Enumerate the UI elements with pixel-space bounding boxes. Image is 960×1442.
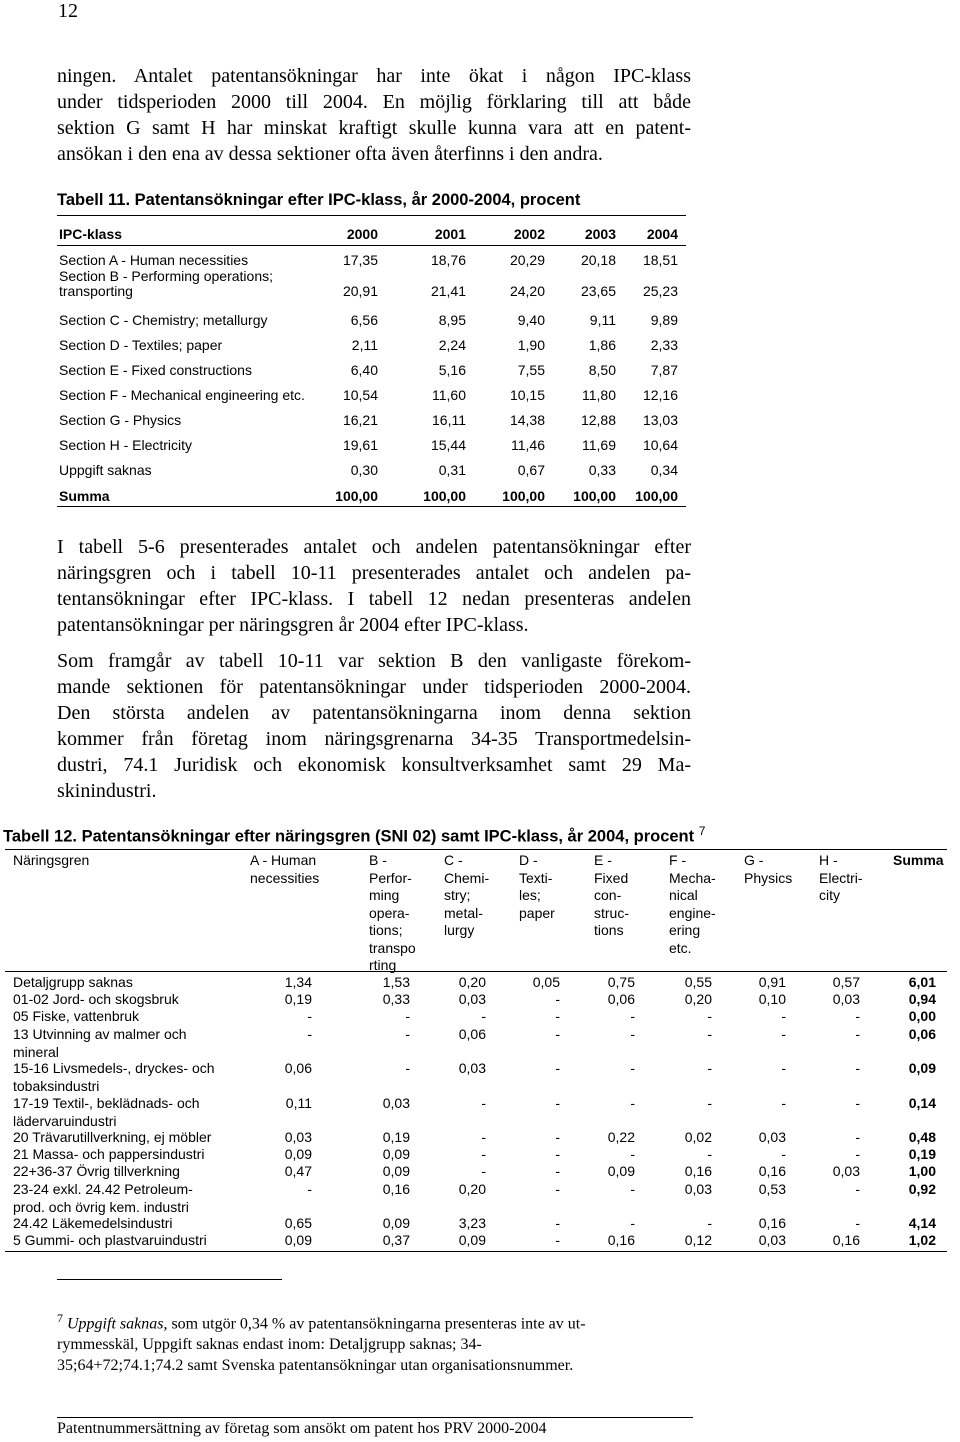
table12-row-sum: 0,09 — [908, 1060, 936, 1076]
table12-cell: 0,11 — [285, 1095, 312, 1111]
table11-caption-label: Tabell 11. — [57, 191, 131, 209]
table12-cell: 0,03 — [382, 1095, 410, 1111]
table11-header-year: 2004 — [646, 226, 678, 242]
table12-header-column: nical — [669, 887, 698, 903]
table12-cell: 0,33 — [382, 991, 410, 1007]
table11-row-label: Section A - Human necessities — [59, 252, 249, 268]
table12-cell: 0,37 — [382, 1232, 410, 1248]
table11-cell: 13,03 — [642, 412, 678, 428]
table11-header-label: IPC-klass — [59, 226, 123, 242]
table11-cell: 12,16 — [642, 387, 678, 403]
table11-cell: 23,65 — [580, 283, 616, 299]
table12-cell: - — [707, 1215, 712, 1231]
table11-row-label: Uppgift saknas — [59, 462, 152, 478]
table12-cell: 0,09 — [382, 1163, 410, 1179]
table12-cell: 0,03 — [458, 1060, 486, 1076]
table11-cell: 10,54 — [342, 387, 378, 403]
table11-cell: 11,69 — [582, 437, 616, 453]
table12-row-sum: 0,92 — [908, 1181, 936, 1197]
table11-cell: 7,87 — [650, 362, 678, 378]
table11-cell: 8,50 — [588, 362, 616, 378]
table12-row-sum: 0,48 — [908, 1129, 936, 1145]
table12-cell: - — [307, 1181, 312, 1197]
table12-row-label: 23-24 exkl. 24.42 Petroleum- — [13, 1181, 193, 1197]
paragraph-line: ansökan i den ena av dessa sektioner ofta även återfinns i den andra. — [57, 143, 603, 165]
table11-cell: 14,38 — [509, 412, 545, 428]
table11-row-label: Section H - Electricity — [59, 437, 193, 453]
table11-cell: 11,46 — [511, 437, 545, 453]
table11-cell: 8,95 — [438, 312, 466, 328]
table11-cell: 10,15 — [509, 387, 545, 403]
table12-header-column: tions — [594, 922, 624, 938]
table12-cell: - — [630, 1181, 635, 1197]
table12-cell: 3,23 — [458, 1215, 486, 1231]
paragraph-line: ningen. Antalet patentansökningar har inte ökat i någon IPC-klass — [57, 65, 691, 87]
table12-header-column: city — [819, 887, 840, 903]
table11-cell: 100,00 — [573, 488, 616, 504]
table11-cell: 7,55 — [517, 362, 545, 378]
table12-cell: 0,10 — [758, 991, 786, 1007]
page-footer: Patentnummersättning av företag som ansökt om patent hos PRV 2000-2004 — [57, 1420, 547, 1437]
table12-row-sum: 4,14 — [908, 1215, 936, 1231]
table12-row-label: 5 Gummi- och plastvaruindustri — [13, 1232, 207, 1248]
table11-cell: 100,00 — [423, 488, 466, 504]
table12-header-column: Texti- — [519, 869, 553, 886]
page-number: 12 — [58, 0, 78, 22]
table12-cell: 0,47 — [284, 1163, 312, 1179]
table12-cell: - — [555, 1232, 560, 1248]
table12-cell: 0,03 — [684, 1181, 712, 1197]
footnote-text: , som utgör 0,34 % av patentansökningarna presenteras inte av ut- — [163, 1315, 586, 1333]
table12-cell: - — [781, 1026, 786, 1042]
table12-header-column: ering — [669, 922, 701, 938]
table12-header-column: rting — [369, 957, 397, 973]
table12-row-label: prod. och övrig kem. industri — [13, 1198, 189, 1215]
table12-header-column: metal- — [444, 904, 483, 921]
table11-cell: 17,35 — [342, 252, 378, 268]
table12-cell: - — [555, 1008, 560, 1024]
table12-cell: 0,22 — [607, 1129, 635, 1145]
table11-row-label: Section B - Performing operations; — [59, 268, 273, 284]
table11-cell: 6,40 — [350, 362, 378, 378]
table12-cell: 0,55 — [684, 974, 712, 990]
paragraph-line: mande sektionen för patentansökningar under tidsperioden 2000-2004. — [57, 676, 691, 698]
table11-cell: 20,29 — [509, 252, 545, 268]
table12-cell: - — [855, 1026, 860, 1042]
table12-cell: - — [781, 1095, 786, 1111]
table11-cell: 18,76 — [430, 252, 466, 268]
table11-row-label: Section F - Mechanical engineering etc. — [59, 387, 305, 403]
footnote-mark: 7 — [57, 1311, 63, 1325]
table11-cell: 11,60 — [432, 387, 466, 403]
table12-cell: - — [855, 1129, 860, 1145]
table12-header-column: Fixed — [594, 869, 629, 886]
table12-header-column: ming — [369, 887, 400, 903]
table11-cell: 2,33 — [650, 337, 678, 353]
table12-cell: - — [555, 1129, 560, 1145]
table12-row-label: 17-19 Textil-, beklädnads- och — [13, 1095, 200, 1111]
table12-cell: - — [630, 1146, 635, 1162]
table11-cell: 5,16 — [438, 362, 466, 378]
paragraph-section-b — [57, 648, 691, 804]
table12-header-column: opera- — [369, 904, 410, 921]
table12-cell: - — [405, 1060, 410, 1076]
table12-cell: 0,75 — [607, 974, 635, 990]
table11-cell: 100,00 — [502, 488, 545, 504]
table12-cell: - — [555, 1060, 560, 1076]
table11-cell: 9,40 — [517, 312, 545, 328]
table12-cell: - — [855, 1181, 860, 1197]
table12-cell: 0,57 — [832, 974, 860, 990]
table12-header-column: C - — [444, 852, 463, 868]
table12-header-column: G - — [744, 852, 764, 868]
table12-cell: 0,03 — [832, 1163, 860, 1179]
table12-cell: 0,16 — [758, 1163, 786, 1179]
table11-row-label: Section D - Textiles; paper — [59, 337, 223, 353]
table12-cell: - — [707, 1008, 712, 1024]
table12-row-label: 24.42 Läkemedelsindustri — [13, 1215, 173, 1231]
table12-row-label: mineral — [13, 1043, 59, 1060]
table12-header-column: Perfor- — [369, 869, 412, 886]
table12-cell: 0,06 — [284, 1060, 312, 1076]
table12-cell: 0,91 — [758, 974, 786, 990]
table12-cell: 0,05 — [532, 974, 560, 990]
table12-cell: - — [781, 1060, 786, 1076]
table12-row-label: 22+36-37 Övrig tillverkning — [13, 1163, 180, 1179]
table12-header-column: struc- — [594, 904, 629, 921]
table12-header-naringsgren: Näringsgren — [13, 852, 90, 868]
table12-row-label: 05 Fiske, vattenbruk — [13, 1008, 140, 1024]
paragraph-line: under tidsperioden 2000 till 2004. En möjlig förklaring till att både — [57, 91, 691, 113]
table12-bottom-rule — [5, 1251, 947, 1252]
table12-cell: 0,09 — [458, 1232, 486, 1248]
table11-cell: 1,86 — [588, 337, 616, 353]
table12-cell: 0,20 — [458, 974, 486, 990]
table12-cell: 0,02 — [684, 1129, 712, 1145]
footnote-line: rymmesskäl, Uppgift saknas endast inom: Detaljgrupp saknas; 34- — [57, 1336, 482, 1354]
paragraph-line: sektion G samt H har minskat kraftigt skulle kunna vara att en patent- — [57, 117, 691, 139]
table11-cell: 20,18 — [580, 252, 616, 268]
table12-cell: 0,06 — [458, 1026, 486, 1042]
table11-cell: 12,88 — [580, 412, 616, 428]
footer-divider — [57, 1417, 693, 1418]
table12-row-label: 21 Massa- och pappersindustri — [13, 1146, 205, 1162]
paragraph-line: patentansökningar per näringsgren år 2004 efter IPC-klass. — [57, 614, 529, 636]
paragraph-line: tentansökningar efter IPC-klass. I tabell 12 nedan presenteras andelen — [57, 588, 691, 610]
table12-cell: 0,12 — [684, 1232, 712, 1248]
table12-header-column: lurgy — [444, 922, 475, 938]
table12-cell: - — [481, 1095, 486, 1111]
footnote-reference: 7 — [698, 824, 706, 838]
table12-row-sum: 1,00 — [908, 1163, 936, 1179]
table12-cell: 1,53 — [382, 974, 410, 990]
table12-cell: - — [855, 1215, 860, 1231]
footnote-italic: Uppgift saknas — [67, 1315, 164, 1333]
table12-header-column: Chemi- — [444, 869, 490, 886]
table11-cell: 10,64 — [642, 437, 678, 453]
table12-header-column: stry; — [444, 887, 471, 903]
table11-bottom-rule — [57, 506, 686, 507]
table12-cell: 0,09 — [284, 1232, 312, 1248]
table11-cell: 6,56 — [350, 312, 378, 328]
table12-row-label: Detaljgrupp saknas — [13, 974, 133, 990]
table11-cell: 0,31 — [438, 462, 466, 478]
table12-header-column: paper — [519, 904, 555, 921]
table12-cell: 0,19 — [284, 991, 312, 1007]
table12-caption-label: Tabell 12. — [3, 827, 77, 846]
table12-header-sum: Summa — [893, 852, 944, 868]
table12-cell: - — [630, 1060, 635, 1076]
table12-cell: - — [555, 1181, 560, 1197]
table11-row-label: Section C - Chemistry; metallurgy — [59, 312, 268, 328]
table12-cell: - — [855, 1146, 860, 1162]
table11-cell: 100,00 — [335, 488, 378, 504]
table12-cell: 0,53 — [758, 1181, 786, 1197]
table12-cell: - — [307, 1026, 312, 1042]
table12-cell: 0,16 — [684, 1163, 712, 1179]
table12-header-column: Physics — [744, 869, 793, 886]
table11-cell: 16,11 — [432, 412, 466, 428]
table12-cell: - — [630, 1026, 635, 1042]
table12-cell: - — [555, 1026, 560, 1042]
table11-cell: 0,34 — [650, 462, 678, 478]
table12-cell: - — [555, 1163, 560, 1179]
table12-cell: 0,16 — [382, 1181, 410, 1197]
table12-cell: - — [481, 1146, 486, 1162]
table12-row-label: 01-02 Jord- och skogsbruk — [13, 991, 179, 1007]
table12-cell: 0,09 — [382, 1215, 410, 1231]
paragraph-line: skinindustri. — [57, 780, 157, 802]
table12-header-column: Electri- — [819, 869, 863, 886]
table12-row-label: tobaksindustri — [13, 1077, 100, 1094]
paragraph-line: dustri, 74.1 Juridisk och ekonomisk konsultverksamhet samt 29 Ma- — [57, 754, 691, 776]
table12-header-column: transpo — [369, 939, 416, 956]
table12-row-label: 13 Utvinning av malmer och — [13, 1026, 187, 1042]
table12-row-sum: 6,01 — [908, 974, 936, 990]
table12-cell: - — [855, 1008, 860, 1024]
table12-cell: - — [307, 1008, 312, 1024]
table12-cell: 0,16 — [832, 1232, 860, 1248]
table12-cell: - — [630, 1008, 635, 1024]
table12-row-sum: 0,06 — [908, 1026, 936, 1042]
table12-cell: 0,09 — [607, 1163, 635, 1179]
table12-cell: - — [555, 1146, 560, 1162]
table12-cell: 0,65 — [284, 1215, 312, 1231]
paragraph-line: näringsgren och i tabell 10-11 presenterades antalet och andelen pa- — [57, 562, 691, 584]
table12-cell: 0,09 — [382, 1146, 410, 1162]
table11-cell: 24,20 — [509, 283, 545, 299]
table12-cell: - — [555, 1095, 560, 1111]
table11-cell: 2,24 — [438, 337, 466, 353]
footnote-divider — [57, 1279, 282, 1280]
table12-header-column: D - — [519, 852, 538, 868]
table12-header-column: F - — [669, 852, 687, 868]
table11-cell: 9,89 — [650, 312, 678, 328]
table12-cell: - — [707, 1095, 712, 1111]
table12-top-rule — [5, 849, 947, 850]
table11-header-year: 2000 — [346, 226, 378, 242]
table11-cell: 0,30 — [350, 462, 378, 478]
table12-caption-text: Patentansökningar efter näringsgren (SNI 02) samt IPC-klass, år 2004, procent — [81, 827, 695, 846]
table12-row-sum: 0,00 — [908, 1008, 936, 1024]
table12-cell: - — [555, 991, 560, 1007]
table12-row-sum: 0,19 — [908, 1146, 936, 1162]
table11-cell: 2,11 — [351, 337, 378, 353]
table12-cell: - — [481, 1163, 486, 1179]
table11-row-label: Section G - Physics — [59, 412, 182, 428]
table12-header-column: con- — [594, 887, 622, 903]
footnote-line — [57, 1308, 697, 1334]
table12-row-label: lädervaruindustri — [13, 1112, 117, 1129]
table12-caption — [3, 824, 705, 847]
paragraph-tables — [57, 534, 691, 638]
table11-header-year: 2001 — [434, 226, 466, 242]
paragraph-line: Den största andelen av patentansökningarna inom denna sektion — [57, 702, 691, 724]
table12-cell: - — [555, 1215, 560, 1231]
paragraph-line: I tabell 5-6 presenterades antalet och andelen patentansökningar efter — [57, 536, 691, 558]
table11-header-year: 2003 — [584, 226, 616, 242]
table12-cell: - — [405, 1008, 410, 1024]
table11-cell: 0,33 — [588, 462, 616, 478]
table12-cell: 0,16 — [607, 1232, 635, 1248]
table12-header-column: les; — [519, 887, 541, 903]
table12-cell: - — [630, 1095, 635, 1111]
table11-cell: 1,90 — [517, 337, 545, 353]
table12-cell: 0,03 — [832, 991, 860, 1007]
table11-header-rule — [57, 245, 686, 246]
table12-header-rule — [5, 971, 947, 972]
table12-header-column: B - — [369, 852, 387, 868]
table12-cell: 0,06 — [607, 991, 635, 1007]
table12-header-column: necessities — [250, 869, 320, 886]
table12-cell: 0,09 — [284, 1146, 312, 1162]
table11-row-label: transporting — [59, 283, 133, 299]
footnote-line: 35;64+72;74.1;74.2 samt Svenska patentansökningar utan organisationsnummer. — [57, 1357, 574, 1375]
table12-row-sum: 0,94 — [908, 991, 936, 1007]
table11-cell: 100,00 — [635, 488, 678, 504]
table12-cell: 0,03 — [758, 1232, 786, 1248]
table12-cell: 1,34 — [284, 974, 312, 990]
table12-cell: 0,16 — [758, 1215, 786, 1231]
table11-top-rule — [57, 215, 686, 216]
table12-header-column: E - — [594, 852, 612, 868]
table12-cell: - — [707, 1060, 712, 1076]
table11-cell: 18,51 — [642, 252, 678, 268]
paragraph-intro — [57, 63, 691, 167]
table11-caption — [57, 191, 580, 210]
table11-cell: 11,80 — [582, 387, 616, 403]
paragraph-line: kommer från företag inom näringsgrenarna 34-35 Transportmedelsin- — [57, 728, 691, 750]
table12-row-sum: 0,14 — [908, 1095, 936, 1111]
table12-cell: - — [707, 1026, 712, 1042]
table11-cell: 9,11 — [589, 312, 616, 328]
footnote — [57, 1308, 697, 1376]
table12-cell: 0,19 — [382, 1129, 410, 1145]
table12-header-column: H - — [819, 852, 838, 868]
table11-cell: 19,61 — [342, 437, 378, 453]
table11-header-year: 2002 — [513, 226, 545, 242]
table12-cell: - — [405, 1026, 410, 1042]
table12-row-sum: 1,02 — [908, 1232, 936, 1248]
table12-cell: - — [855, 1060, 860, 1076]
table12-cell: - — [781, 1008, 786, 1024]
table11-cell: 20,91 — [342, 283, 378, 299]
table12-cell: - — [630, 1215, 635, 1231]
table12-cell: 0,20 — [684, 991, 712, 1007]
table12-row-label: 20 Trävarutillverkning, ej möbler — [13, 1129, 212, 1145]
table12-header-column: A - Human — [250, 852, 317, 868]
table12-cell: - — [781, 1146, 786, 1162]
table12-header-column: Mecha- — [669, 869, 716, 886]
table12-cell: - — [481, 1008, 486, 1024]
table11-cell: 15,44 — [430, 437, 466, 453]
table11-cell: 16,21 — [342, 412, 378, 428]
table12-cell: 0,20 — [458, 1181, 486, 1197]
table11-row-label: Section E - Fixed constructions — [59, 362, 252, 378]
table12-cell: - — [481, 1129, 486, 1145]
table11-row-label: Summa — [59, 488, 110, 504]
table11-cell: 21,41 — [430, 283, 466, 299]
table12-cell: 0,03 — [758, 1129, 786, 1145]
table12-cell: 0,03 — [458, 991, 486, 1007]
table12-row-label: 15-16 Livsmedels-, dryckes- och — [13, 1060, 215, 1076]
paragraph-line: Som framgår av tabell 10-11 var sektion B den vanligaste förekom- — [57, 650, 691, 672]
table12-cell: 0,03 — [284, 1129, 312, 1145]
table12-cell: - — [707, 1146, 712, 1162]
table12-cell: - — [855, 1095, 860, 1111]
table11-caption-text: Patentansökningar efter IPC-klass, år 2000-2004, procent — [134, 191, 581, 209]
table12-header-column: etc. — [669, 939, 692, 956]
table11-cell: 25,23 — [642, 283, 678, 299]
table12-header-column: tions; — [369, 922, 403, 938]
table12-header-column: engine- — [669, 904, 716, 921]
table11-cell: 0,67 — [517, 462, 545, 478]
